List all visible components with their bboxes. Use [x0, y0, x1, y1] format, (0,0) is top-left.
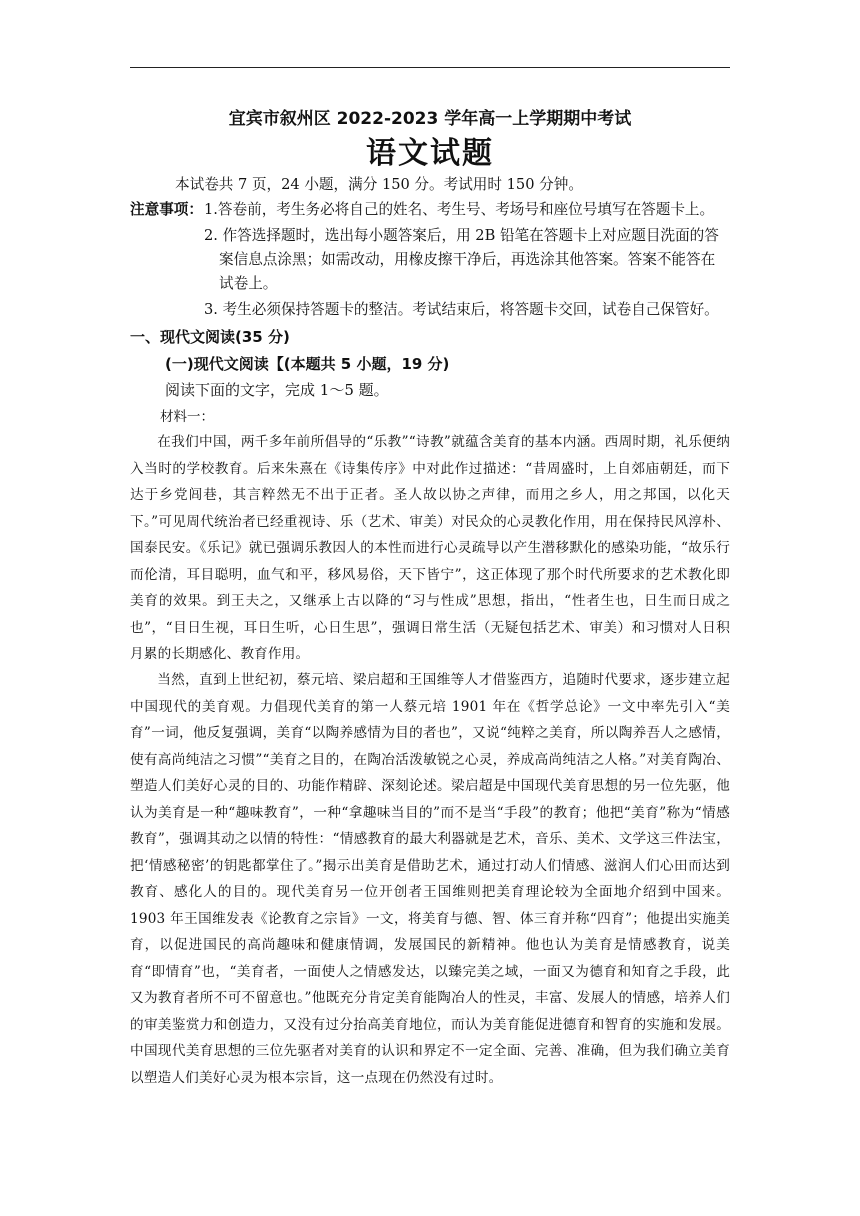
- subsection-title: (一)现代文阅读【(本题共 5 小题，19 分): [165, 355, 450, 373]
- passage-paragraph-1: 在我们中国，两千多年前所倡导的“乐教”“诗教”就蕴含美育的基本内涵。西周时期，礼乐便纳入当时的学校教育。后来朱熹在《诗集传序》中对此作过描述：“昔周盛时，上自郊庙朝廷，而下达于乡党闾巷，其言粹然无不出于正者。圣人故以协之声律，而用之乡人，用之邦国，以化天下。”可见周代统治者已经重视诗、乐（艺术、审美）对民众的心灵教化作用，用在保持民风淳朴、国泰民安。《乐记》就已强调乐教因人的本性而进行心灵疏导以产生潜移默化的感染功能，“故乐行而伦清，耳目聪明，血气和平，移风易俗，天下皆宁”，这正体现了那个时代所要求的艺术教化即美育的效果。到王夫之，又继承上古以降的“习与性成”思想，指出，“性者生也，日生而日成之也”，“目日生视，耳日生听，心日生思”，强调日常生活（无疑包括艺术、审美）和习惯对人日积月累的长期感化、教育作用。: [130, 434, 730, 662]
- exam-title: 宜宾市叙州区 2022-2023 学年高一上学期期中考试: [228, 109, 632, 129]
- notes-heading: 注意事项：: [130, 201, 203, 218]
- passage-paragraph-2: 当然，直到上世纪初，蔡元培、梁启超和王国维等人才借鉴西方，追随时代要求，逐步建立起中国现代的美育观。力倡现代美育的第一人蔡元培 1901 年在《哲学总论》一文中率先引入“美育”一词，他反复强调，美育“以陶养感情为目的者也”，又说“纯粹之美育，所以陶养吾人之感情，使有高尚纯洁之习惯”“美育之目的，在陶冶活泼敏锐之心灵，养成高尚纯洁之人格。”对美育陶冶、塑造人们美好心灵的目的、功能作精辟、深刻论述。梁启超是中国现代美育思想的另一位先驱，他认为美育是一种“趣味教育”，一种“拿趣味当目的”而不是当“手段”的教育；他把“美育”称为“情感教育”，强调其动之以情的特性：“情感教育的最大利器就是艺术，音乐、美术、文学这三件法宝，把‘情感秘密’的钥匙都掌住了。”揭示出美育是借助艺术，通过打动人们情感、滋润人们心田而达到教育、感化人的目的。现代美育另一位开创者王国维则把美育理论较为全面地介绍到中国来。1903 年王国维发表《论教育之宗旨》一文，将美育与德、智、体三育并称“四育”；他提出实施美育，以促进国民的高尚趣味和健康情调，发展国民的新精神。他也认为美育是情感教育，说美育“即情育”也，“美育者，一面使人之情感发达，以臻完美之域，一面又为德育和知育之手段，此又为教育者所不可不留意也。”他既充分肯定美育能陶冶人的性灵，丰富、发展人的情感，培养人们的审美鉴赏力和创造力，又没有过分抬高美育地位，而认为美育能促进德育和智育的实施和发展。中国现代美育思想的三位先驱者对美育的认识和界定不一定全面、完善、准确，但为我们确立美育以塑造人们美好心灵为根本宗旨，这一点现在仍然没有过时。: [130, 672, 730, 1086]
- section-title: 一、现代文阅读(35 分): [130, 328, 290, 346]
- subject-title: 语文试题: [366, 136, 494, 171]
- exam-intro: 本试卷共 7 页，24 小题，满分 150 分。考试用时 150 分钟。: [175, 176, 583, 193]
- note-item-2-line-2: 案信息点涂黑；如需改动，用橡皮擦干净后，再选涂其他答案。答案不能答在: [219, 251, 716, 268]
- note-item-3: 3. 考生必须保持答题卡的整洁。考试结束后，将答题卡交回，试卷自己保管好。: [204, 301, 719, 318]
- material-label: 材料一：: [160, 409, 214, 425]
- note-item-2-line-3: 试卷上。: [219, 275, 278, 292]
- note-item-2-line-1: 2. 作答选择题时，选出每小题答案后，用 2B 铅笔在答题卡上对应题目洗面的答: [204, 227, 719, 244]
- reading-instruction: 阅读下面的文字，完成 1～5 题。: [165, 381, 389, 399]
- note-item-1: 1.答卷前，考生务必将自己的姓名、考生号、考场号和座位号填写在答题卡上。: [204, 201, 715, 218]
- header-rule: [130, 67, 730, 68]
